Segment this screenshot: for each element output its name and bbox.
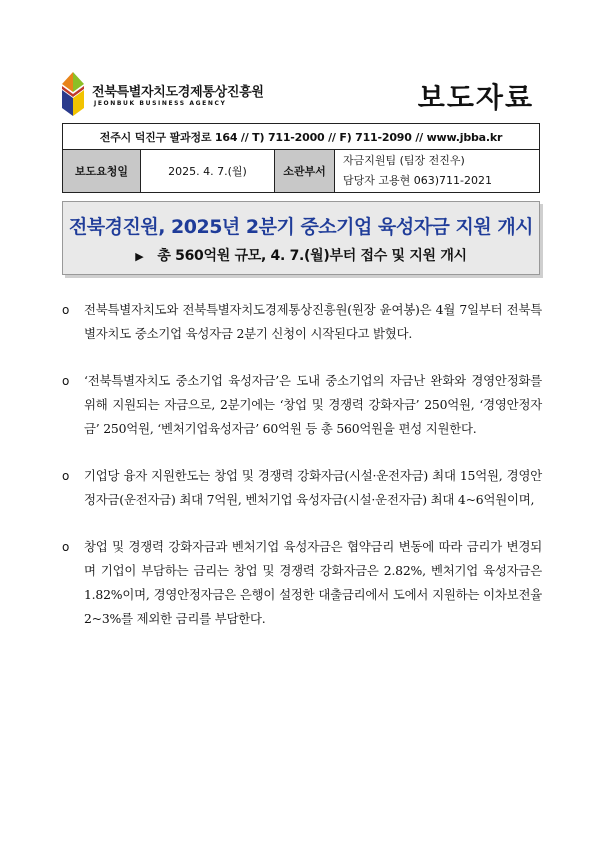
body-paragraph: [62, 369, 542, 441]
paragraph-text: 기업당 융자 지원한도는 창업 및 경쟁력 강화자금(시설·운전자금) 최대 15억원, 경영안정자금(운전자금) 최대 7억원, 벤처기업 육성자금(시설·운전자금) 최대 4~6억원이며,: [84, 468, 542, 507]
bullet-circle-icon: o: [62, 469, 70, 483]
bullet-circle-icon: o: [62, 540, 70, 554]
headline: 전북경진원, 2025년 2분기 중소기업 육성자금 지원 개시: [68, 216, 534, 238]
body-paragraphs: [62, 298, 542, 654]
paragraph-text: ‘전북특별자치도 중소기업 육성자금’은 도내 중소기업의 자금난 완화와 경영안정화를 위해 지원되는 자금으로, 2분기에는 ‘창업 및 경쟁력 강화자금’ 250억원, ‘경영안정자금’ 250억원, ‘벤처기업육성자금’ 60억원 등 총 560억원을 편성 지원한다.: [84, 373, 542, 436]
release-info-table: [62, 149, 540, 193]
department-info: [335, 150, 540, 193]
body-paragraph: [62, 535, 542, 631]
subheadline: [63, 245, 539, 265]
department-label: 소관부서: [275, 150, 335, 193]
paragraph-text: 전북특별자치도와 전북특별자치도경제통상진흥원(원장 윤여봉)은 4월 7일부터 전북특별자치도 중소기업 육성자금 2분기 신청이 시작된다고 밝혔다.: [84, 302, 542, 341]
contact-info-bar: 전주시 덕진구 팔과정로 164 // T) 711-2000 // F) 711-2090 // www.jbba.kr: [62, 123, 540, 149]
department-contact: 담당자 고용현 063)711-2021: [343, 174, 492, 187]
triangle-right-icon: ▶: [135, 250, 144, 263]
bullet-circle-icon: o: [62, 374, 70, 388]
bullet-circle-icon: o: [62, 303, 70, 317]
body-paragraph: [62, 298, 542, 346]
subheadline-text: 총 560억원 규모, 4. 7.(월)부터 접수 및 지원 개시: [157, 248, 467, 264]
org-name: 전북특별자치도경제통상진흥원: [92, 85, 264, 100]
org-name-english: JEONBUK BUSINESS AGENCY: [94, 100, 227, 107]
press-header: [58, 70, 540, 120]
body-paragraph: [62, 464, 542, 512]
request-date: 2025. 4. 7.(월): [141, 150, 275, 193]
agency-logo-icon: [60, 72, 86, 116]
request-date-label: 보도요청일: [63, 150, 141, 193]
paragraph-text: 창업 및 경쟁력 강화자금과 벤처기업 육성자금은 협약금리 변동에 따라 금리가 변경되며 기업이 부담하는 금리는 창업 및 경쟁력 강화자금은 2.82%, 벤처기업 육성자금은 1.82%이며, 경영안정자금은 은행이 설정한 대출금리에서 도에서 지원하는 이차보전율 2~3%를 제외한 금리를 부담한다.: [84, 539, 542, 626]
headline-box: [62, 201, 540, 275]
press-release-title: 보도자료: [417, 81, 534, 114]
department-team: 자금지원팀 (팀장 전진우): [343, 154, 465, 167]
